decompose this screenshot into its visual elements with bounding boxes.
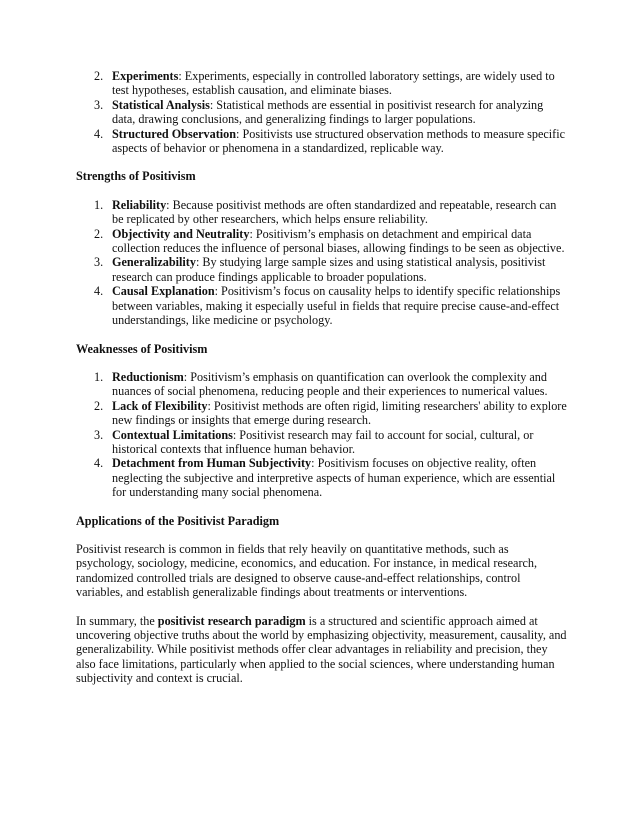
list-number: 1. <box>94 197 104 212</box>
list-term: Experiments <box>112 69 179 83</box>
weaknesses-list <box>76 370 568 500</box>
list-item <box>76 284 568 327</box>
list-number: 2. <box>94 69 104 83</box>
list-text: : By studying large sample sizes and using statistical analysis, positivist research can produce findings applicable to broader populations. <box>112 255 546 284</box>
list-term: Detachment from Human Subjectivity <box>112 456 312 471</box>
list-item <box>76 127 568 156</box>
list-number: 4. <box>94 456 104 471</box>
list-number: 3. <box>94 427 104 442</box>
section-heading-applications: Applications of the Positivist Paradigm <box>76 513 280 528</box>
list-text: : Positivism focuses on objective reality, often neglecting the subjective and interpretive aspects of human experience, which are essential for understanding many social phenomena. <box>112 456 556 500</box>
summary-lead: In summary, the <box>76 613 158 628</box>
list-text: : Positivism’s emphasis on detachment and empirical data collection reduces the influence of personal biases, allowing findings to be seen as objective. <box>112 226 565 256</box>
list-term: Contextual Limitations <box>112 427 233 442</box>
summary-bold-term: positivist research paradigm <box>157 613 306 628</box>
list-term: Causal Explanation <box>112 284 215 299</box>
list-text: : Statistical methods are essential in positivist research for analyzing data, drawing conclusions, and generalizing findings to larger populations. <box>112 97 544 127</box>
list-item <box>76 98 568 127</box>
list-term: Structured Observation <box>112 126 237 141</box>
section-heading-weaknesses: Weaknesses of Positivism <box>76 341 208 356</box>
list-term: Objectivity and Neutrality <box>112 226 250 241</box>
list-item <box>76 399 568 428</box>
list-item <box>76 255 568 284</box>
list-term: Lack of Flexibility <box>112 398 208 413</box>
list-number: 2. <box>94 226 104 241</box>
list-text: : Positivist methods are often rigid, limiting researchers' ability to explore new findings or insights that emerge during research. <box>112 398 567 428</box>
document-page <box>76 69 568 700</box>
section-heading-strengths: Strengths of Positivism <box>76 169 196 184</box>
list-text: : Positivist research may fail to account for social, cultural, or historical contexts that influence human behavior. <box>112 427 534 456</box>
list-text: : Positivism’s focus on causality helps to identify specific relationships between variables, making it especially useful in fields that require precise cause-and-effect understandings, like medicine or psychology. <box>112 284 561 328</box>
list-text: : Because positivist methods are often standardized and repeatable, research can be replicated by other researchers, which helps ensure reliability. <box>112 197 557 227</box>
list-item <box>76 370 568 399</box>
list-number: 2. <box>94 398 104 413</box>
list-item <box>76 69 568 98</box>
list-term: Reductionism <box>112 369 184 384</box>
list-number: 4. <box>94 126 104 141</box>
list-term: Statistical Analysis <box>112 97 210 112</box>
list-number: 4. <box>94 284 104 299</box>
summary-rest: is a structured and scientific approach aimed at uncovering objective truths about the world by emphasizing objectivity, measurement, causality, and generalizability. While positivist methods offer clear advantages in reliability and precision, they also face limitations, particularly when applied to the social sciences, where understanding human subjectivity and context is crucial. <box>76 613 567 686</box>
list-item <box>76 198 568 227</box>
list-term: Reliability <box>112 197 167 212</box>
summary-paragraph <box>76 614 568 686</box>
list-term: Generalizability <box>112 255 196 270</box>
methods-list <box>76 69 568 155</box>
list-text: : Positivists use structured observation methods to measure specific aspects of behavior or phenomena in a standardized, replicable way. <box>112 126 566 156</box>
list-text: : Experiments, especially in controlled laboratory settings, are widely used to test hypotheses, establish causation, and eliminate biases. <box>112 69 555 98</box>
list-item <box>76 227 568 256</box>
list-text: : Positivism’s emphasis on quantification can overlook the complexity and nuances of social phenomena, reducing people and their experiences to numerical values. <box>112 369 548 399</box>
list-number: 3. <box>94 255 104 270</box>
applications-paragraph: Positivist research is common in fields that rely heavily on quantitative methods, such as psychology, sociology, medicine, economics, and education. For instance, in medical research, randomized controlled trials are designed to observe cause-and-effect relationships, control variables, and establish generalizable findings about treatments or interventions. <box>76 541 538 600</box>
list-number: 3. <box>94 97 104 112</box>
list-item <box>76 456 568 499</box>
list-item <box>76 428 568 457</box>
list-number: 1. <box>94 369 104 384</box>
strengths-list <box>76 198 568 328</box>
